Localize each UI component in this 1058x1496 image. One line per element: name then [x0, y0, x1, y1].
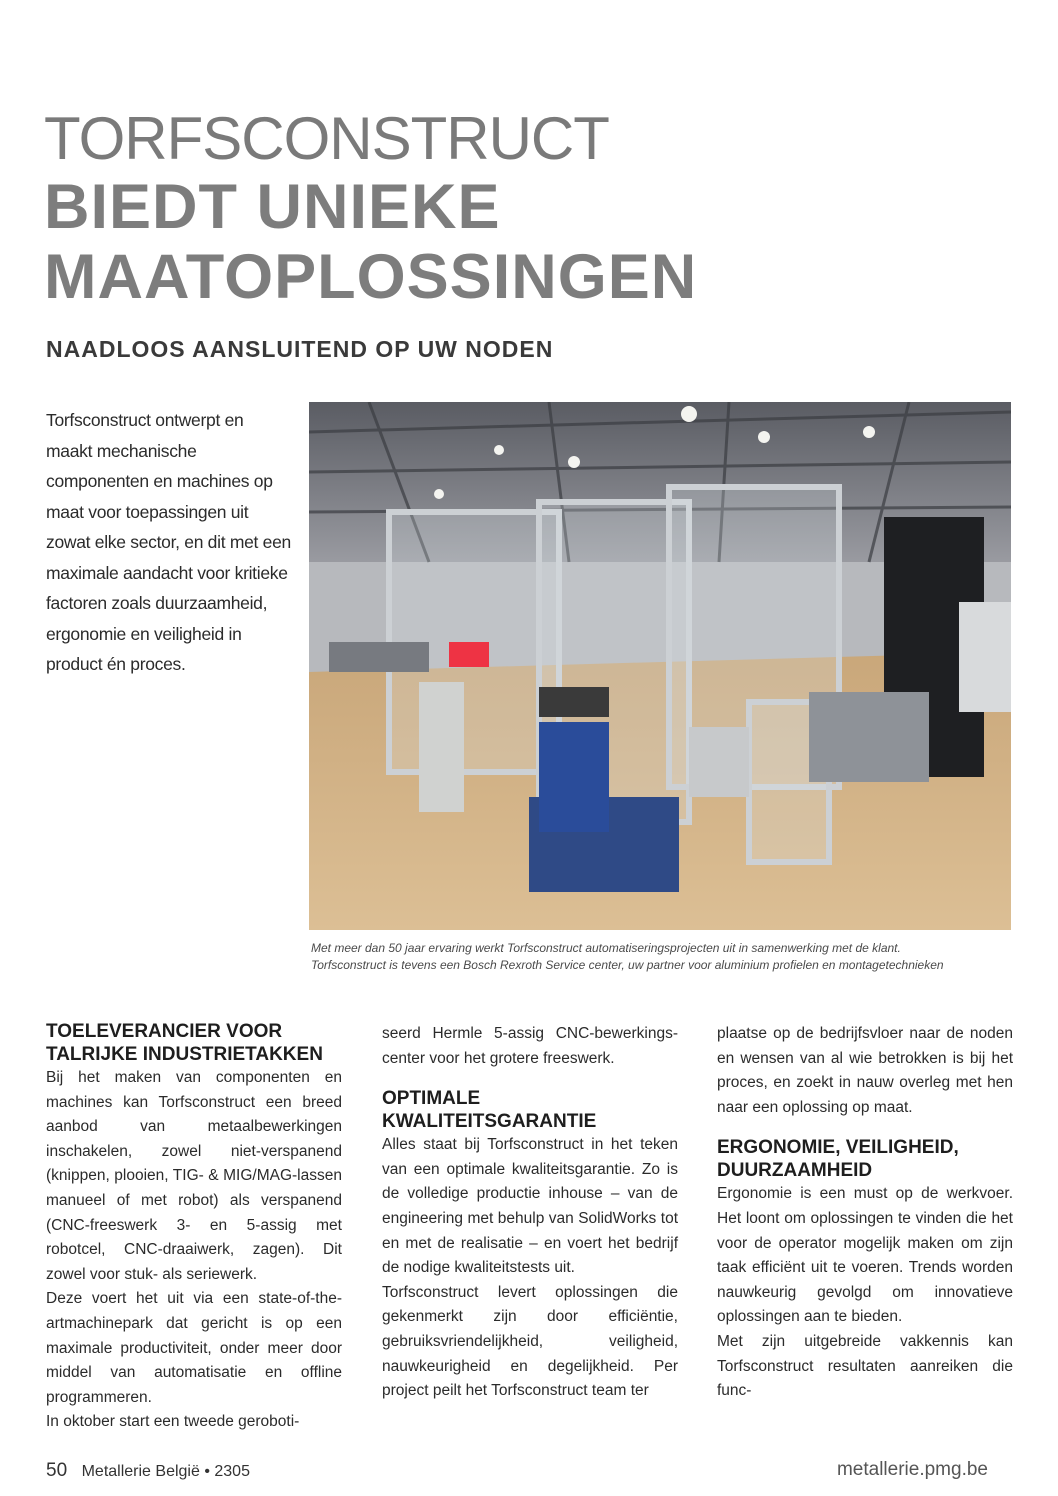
section-heading-suppliers: TOELEVERANCIER VOOR TALRIJKE INDUSTRIETAKKEN [46, 1021, 323, 1065]
title-bold-line1: BIEDT UNIEKE [44, 172, 501, 242]
paragraph-october-start-cont: seerd Hermle 5-assig CNC-bewerkings-center voor het grotere freeswerk. [382, 1025, 678, 1067]
paragraph-solutions: Torfsconstruct levert oplossingen die gekenmerkt zijn door efficiëntie, gebruiksvriendelijkheid, veiligheid, nauwkeurigheid en degelijkheid. Per project peilt het Torfsconstruct team ter [382, 1283, 678, 1400]
section-heading-quality: OPTIMALE KWALITEITSGARANTIE [382, 1088, 597, 1133]
paragraph-october-start: In oktober start een tweede geroboti- [46, 1413, 300, 1431]
page-number: 50 [46, 1460, 68, 1481]
title-bold [44, 172, 697, 312]
factory-photo-illustration [309, 402, 1011, 930]
factory-photo [309, 402, 1011, 930]
photo-caption [311, 940, 1011, 974]
text-column-3 [717, 1022, 1013, 1404]
text-column-1 [46, 1020, 342, 1435]
title-light: TORFSCONSTRUCT [44, 105, 609, 172]
subtitle: NAADLOOS AANSLUITEND OP UW NODEN [46, 336, 554, 362]
footer-publication [46, 1460, 250, 1482]
paragraph-solutions-cont: plaatse op de bedrijfsvloer naar de noden en wensen van al wie betrokken is bij het proces, en zoekt in nauw overleg met hen naar een oplossing op maat. [717, 1025, 1013, 1116]
paragraph-machine-park: Deze voert het uit via een state-of-the-artmachinepark dat gericht is op een maximale productiviteit, onder meer door middel van automatisatie en offline programmeren. [46, 1290, 342, 1406]
text-column-2 [382, 1022, 678, 1404]
section-heading-ergonomics: ERGONOMIE, VEILIGHEID, DUURZAAMHEID [717, 1137, 959, 1182]
title-bold-line2: MAATOPLOSSINGEN [44, 242, 698, 312]
footer-website-link[interactable]: metallerie.pmg.be [836, 1459, 988, 1480]
publication-name: Metallerie België • 2305 [81, 1463, 250, 1480]
caption-line-2: Torfsconstruct is tevens een Bosch Rexroth Service center, uw partner voor aluminium profielen en montagetechnieken [311, 958, 944, 972]
caption-line-1: Met meer dan 50 jaar ervaring werkt Torfsconstruct automatiseringsprojecten uit in samenwerking met de klant. [311, 941, 901, 955]
paragraph-expertise: Met zijn uitgebreide vakkennis kan Torfsconstruct resultaten aanreiken die func- [717, 1332, 1013, 1400]
paragraph-ergonomics: Ergonomie is een must op de werkvoer. Het loont om oplossingen te vinden die het voor de operator mogelijk maken om zijn taak efficiënt uit te voeren. Trends worden nauwkeurig gevolgd om innovatieve oplossingen aan te bieden. [717, 1185, 1013, 1326]
paragraph-quality-guarantee: Alles staat bij Torfsconstruct in het teken van een optimale kwaliteitsgarantie. Zo is de volledige productie inhouse – van de engineering met behulp van SolidWorks tot en met de realisatie – en voert het bedrijf de nodige kwaliteitstests uit. [382, 1136, 678, 1277]
intro-paragraph: Torfsconstruct ontwerpt en maakt mechanische componenten en machines op maat voor toepassingen uit zowat elke sector, en dit met een maximale aandacht voor kritieke factoren zoals duurzaamheid, ergonomie en veiligheid in product én proces. [46, 410, 291, 674]
paragraph-metal-processing: Bij het maken van componenten en machines kan Torfsconstruct een breed aanbod van metaalbewerkingen inschakelen, zowel niet-verspanend (knippen, plooien, TIG- & MIG/MAG-lassen manueel of met robot) als verspanend (CNC-freeswerk 3- en 5-assig met robotcel, CNC-draaiwerk, zagen). Dit zowel voor stuk- als seriewerk. [46, 1069, 342, 1283]
